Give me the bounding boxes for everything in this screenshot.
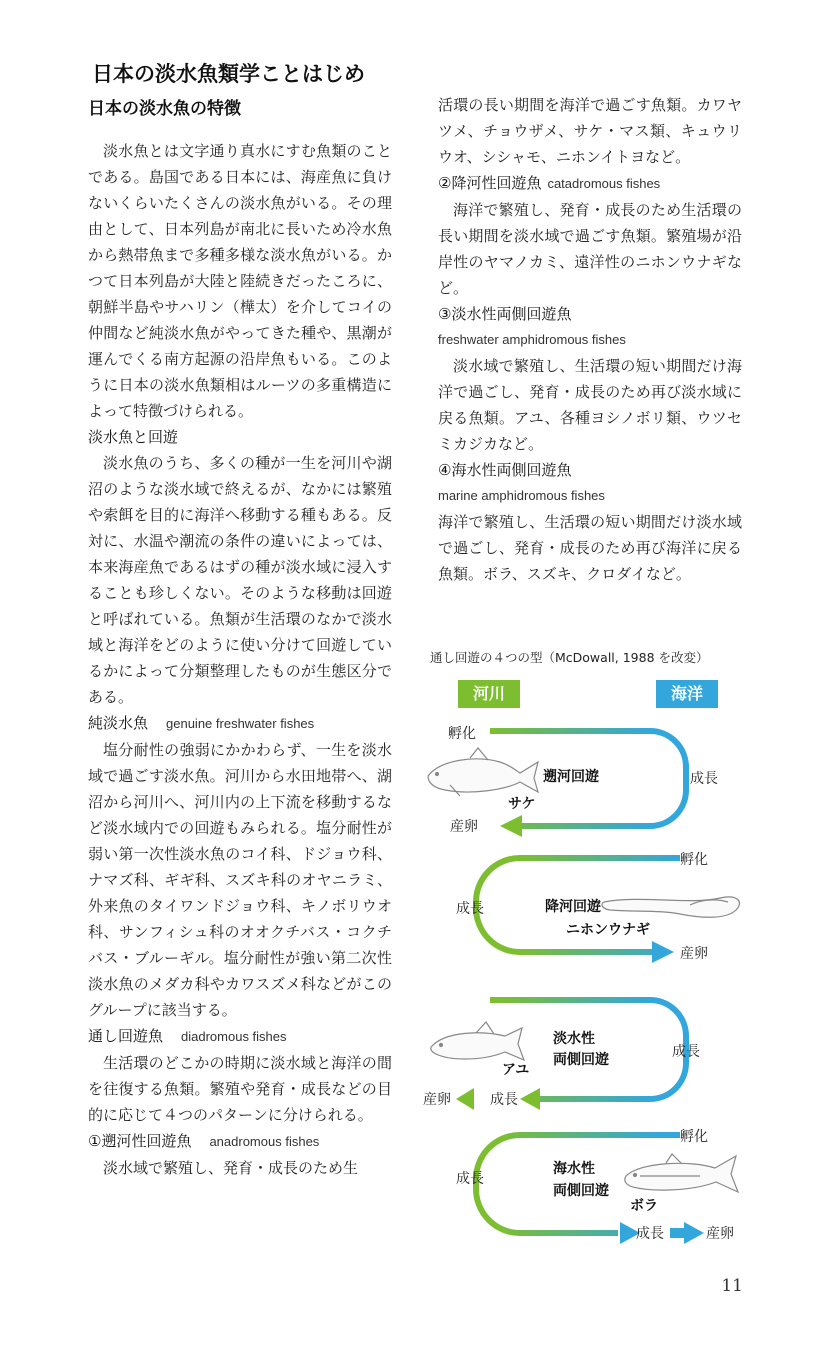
river-label: 河川: [458, 680, 520, 708]
migration-paragraph: 淡水魚のうち、多くの種が一生を河川や湖沼のような淡水域で終えるが、なかには繁殖や索餌を目的に海洋へ移動する種もある。反対に、水温や潮流の条件の違いによっては、本来海産魚であるはずの種が淡水域に浸入することも珍しくない。そのような移動は回遊と呼ばれている。魚類が生活環のなかで淡水域と海洋をどのように使い分けて回遊しているかによって分類整理したものが生態区分である。: [88, 454, 392, 706]
page-title: 日本の淡水魚類学ことはじめ: [92, 62, 365, 86]
mullet-icon: [625, 1154, 738, 1192]
d4-type-line1: 海水性: [553, 1161, 595, 1177]
item2-heading: ②降河性回遊魚: [438, 174, 542, 192]
arrow-shaft: [670, 1228, 686, 1238]
d3-grow-right: 成長: [672, 1044, 700, 1060]
item1-english: anadromous fishes: [209, 1134, 320, 1149]
d3-grow-left: 成長: [490, 1092, 518, 1108]
salmon-icon: [428, 748, 538, 796]
item3-paragraph: 淡水域で繁殖し、生活環の短い期間だけ海洋で過ごし、発育・成長のため再び淡水域に戻る魚類。アユ、各種ヨシノボリ類、ウツセミカジカなど。: [438, 357, 742, 453]
d1-type-label: 遡河回遊: [543, 769, 599, 785]
item4-paragraph: 海洋で繁殖し、生活環の短い期間だけ淡水域で過ごし、発育・成長のため再び海洋に戻る魚類。ボラ、スズキ、クロダイなど。: [438, 513, 742, 583]
d1-grow-label: 成長: [690, 771, 718, 787]
arrow-head: [652, 941, 674, 963]
item1-paragraph-cont: 活環の長い期間を海洋で過ごす魚類。カワヤツメ、チョウザメ、サケ・マス類、キュウリウオ、シシャモ、ニホンイトヨなど。: [438, 96, 742, 166]
d4-grow-left: 成長: [456, 1171, 484, 1187]
item3-heading: ③淡水性両側回遊魚: [438, 305, 572, 323]
item2-paragraph: 海洋で繁殖し、発育・成長のため生活環の長い期間を淡水域で過ごす魚類。繁殖場が沿岸性のヤマノカミ、遠洋性のニホンウナギなど。: [438, 201, 742, 297]
d2-hatch-label: 孵化: [680, 852, 708, 868]
genuine-paragraph: 塩分耐性の強弱にかかわらず、一生を淡水域で過ごす淡水魚。河川から水田地帯へ、湖沼から河川へ、河川内の上下流を移動するなど淡水域内での回遊もみられる。塩分耐性が弱い第一次性淡水魚のコイ科、ドジョウ科、ナマズ科、ギギ科、スズキ科のオヤニラミ、外来魚のタイワンドジョウ科、キノボリウオ科、サンフィシュ科のオオクチバス・コクチバス・ブルーギル。塩分耐性が強い第二次性淡水魚のメダカ科やカワスズメ科などがこのグループに該当する。: [88, 741, 392, 1019]
arrow-head: [520, 1088, 540, 1110]
d4-grow-bottom: 成長: [636, 1226, 664, 1242]
item4-english: marine amphidromous fishes: [438, 488, 605, 503]
ayu-icon: [431, 1022, 524, 1060]
d1-spawn-label: 産卵: [450, 819, 478, 835]
d3-type-line2: 両側回遊: [553, 1052, 609, 1068]
d1-hatch-label: 孵化: [448, 726, 476, 742]
eel-icon: [602, 897, 739, 917]
diadromous-english: diadromous fishes: [181, 1029, 287, 1044]
page-number: 11: [721, 1276, 743, 1296]
d3-type-line1: 淡水性: [553, 1031, 595, 1047]
diadromous-heading: 通し回遊魚: [88, 1027, 164, 1045]
intro-paragraph: 淡水魚とは文字通り真水にすむ魚類のことである。島国である日本には、海産魚に負けないくらいたくさんの淡水魚がいる。その理由として、日本列島が南北に長いため冷水魚から熱帯魚まで多種多様な淡水魚がいる。かつて日本列島が大陸と陸続きだったころに、朝鮮半島やサハリン（樺太）を介してコイの仲間など純淡水魚がやってきた種や、黒潮が運んでくる南方起源の沿岸魚もいる。このように日本の淡水魚類相はルーツの多重構造によって特徴づけられる。: [88, 142, 392, 420]
d2-grow-label: 成長: [456, 901, 484, 917]
arrow-head: [500, 815, 522, 837]
d4-hatch-label: 孵化: [680, 1129, 708, 1145]
diagram-caption: 通し回遊の４つの型（McDowall, 1988 を改変）: [430, 650, 709, 665]
d4-spawn-label: 産卵: [706, 1226, 734, 1242]
arrow-head: [456, 1088, 474, 1110]
section-heading: 日本の淡水魚の特徴: [88, 99, 241, 119]
d2-spawn-label: 産卵: [680, 946, 708, 962]
d2-fish-label: ニホンウナギ: [566, 922, 650, 938]
d3-fish-label: アユ: [502, 1062, 530, 1078]
item4-heading: ④海水性両側回遊魚: [438, 461, 572, 479]
sea-label: 海洋: [656, 680, 718, 708]
d4-type-line2: 両側回遊: [553, 1183, 609, 1199]
d2-type-label: 降河回遊: [545, 899, 601, 915]
subheading-migration: 淡水魚と回遊: [88, 428, 179, 446]
arrow-head: [684, 1222, 704, 1244]
item3-english: freshwater amphidromous fishes: [438, 332, 626, 347]
d3-spawn-label: 産卵: [423, 1092, 451, 1108]
item2-english: catadromous fishes: [547, 176, 661, 191]
item1-heading: ①遡河性回遊魚: [88, 1132, 192, 1150]
d1-fish-label: サケ: [508, 796, 536, 812]
genuine-heading: 純淡水魚: [88, 714, 149, 732]
d4-fish-label: ボラ: [630, 1198, 658, 1214]
genuine-english: genuine freshwater fishes: [166, 716, 315, 731]
diadromous-paragraph: 生活環のどこかの時期に淡水域と海洋の間を往復する魚類。繁殖や発育・成長などの目的に応じて４つのパターンに分けられる。: [88, 1054, 392, 1124]
item1-paragraph-start: 淡水域で繁殖し、発育・成長のため生: [103, 1159, 359, 1177]
